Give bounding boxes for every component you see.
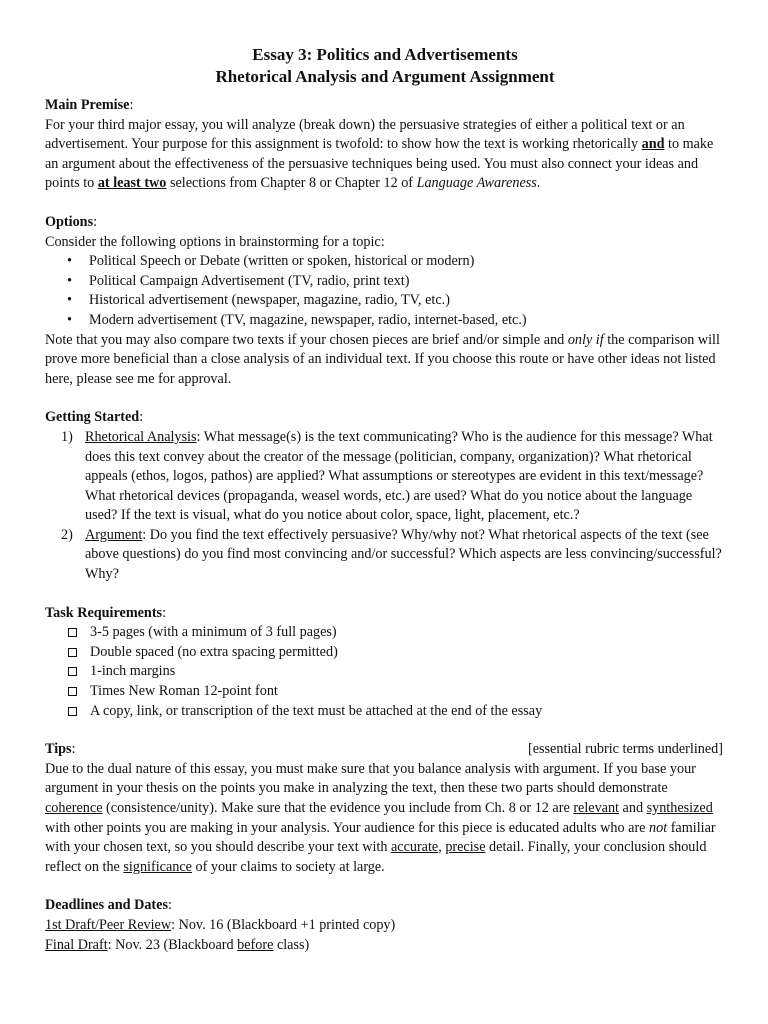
term-relevant: relevant: [573, 800, 619, 816]
task-requirements-list: [45, 623, 725, 721]
section-options: Options: Consider the following options in brainstorming for a topic: • Political Speech or Debate (written or spoken, historical or modern) • Political Campaign Advertisement (TV, radio, print text) • Historical advertisement (newspaper, magazine, radio, TV, etc.) • Modern advertisement (TV, magazine, newspaper, radio, internet-based, etc.) Note that you may also compare two texts if your chosen pieces are brief and/or simple and only if the comparison will prove more beneficial than a close analysis of an individual text. If you choose this route or have other ideas not listed here, please see me for approval.: [45, 213, 725, 389]
heading-main-premise: Main Premise: [45, 97, 130, 113]
checkbox-icon: [68, 648, 77, 657]
section-deadlines: Deadlines and Dates: 1st Draft/Peer Review: Nov. 16 (Blackboard +1 printed copy) Final Draft: Nov. 23 (Blackboard before class): [45, 896, 725, 955]
document-title: [45, 44, 725, 88]
checkbox-icon: [68, 628, 77, 637]
deadline-final-draft: Final Draft: Nov. 23 (Blackboard before class): [45, 936, 310, 953]
list-item: 1) Rhetorical Analysis: What message(s) is the text communicating? Who is the audience for this message? What does this text convey about the creator of the message (politician, company, organization)? What rhetorical appeals (ethos, logos, pathos) are applied? What assumptions or stereotypes are evident in this text/message? What rhetorical devices (propaganda, weasel words, etc.) are used? What do you notice about the language used? If the text is visual, what do you notice about color, space, light, placement, etc.?: [61, 428, 713, 524]
heading-task-requirements: Task Requirements: [45, 604, 163, 621]
deadline-first-draft: 1st Draft/Peer Review: Nov. 16 (Blackboard +1 printed copy): [45, 916, 396, 933]
getting-started-list: [45, 428, 725, 585]
document-body: [45, 44, 725, 955]
premise-paragraph: For your third major essay, you will analyze (break down) the persuasive strategies of either a political text or an advertisement. Your purpose for this assignment is twofold: to show how the text is working rhetorically and to make an argument about the effectiveness of the persuasive techniques being used. You must also connect your ideas and points to at least two selections from Chapter 8 or Chapter 12 of Language Awareness.: [45, 116, 714, 192]
term-significance: significance: [123, 858, 192, 875]
list-item: • Political Speech or Debate (written or spoken, historical or modern): [65, 252, 725, 272]
section-task-requirements: Task Requirements: 3-5 pages (with a minimum of 3 full pages) Double spaced (no extra spacing permitted) 1-inch margins Times New Roman 12-point font A copy, link, or transcription of the text must be attached at the end of the essay: [45, 604, 725, 722]
emphasis-and: and: [641, 136, 665, 153]
checkbox-icon: [68, 687, 77, 696]
list-item: • Modern advertisement (TV, magazine, newspaper, radio, internet-based, etc.): [65, 311, 725, 331]
title-line-1: Essay 3: Politics and Advertisements: [252, 45, 518, 64]
options-list: [45, 252, 725, 330]
heading-tips: Tips: [45, 741, 72, 758]
list-item: • Political Campaign Advertisement (TV, radio, print text): [65, 272, 725, 292]
list-item: • Historical advertisement (newspaper, magazine, radio, TV, etc.): [65, 291, 725, 311]
rubric-note: [essential rubric terms underlined]: [527, 741, 723, 758]
tips-paragraph: Due to the dual nature of this essay, you must make sure that you balance analysis with argument. If you base your argument in your thesis on the points you make in analyzing the text, then these two parts should demonstrate coherence (consistence/unity). Make sure that the evidence you include from Ch. 8 or 12 are relevant and synthesized with other points you are making in your analysis. Your audience for this piece is educated adults who are not familiar with your chosen text, so you should describe your text with accurate, precise detail. Finally, your conclusion should reflect on the significance of your claims to society at large.: [45, 760, 716, 875]
heading-getting-started: Getting Started: [45, 409, 140, 426]
checkbox-icon: [68, 707, 77, 716]
checkbox-icon: [68, 667, 77, 676]
book-title: Language Awareness: [416, 175, 537, 192]
list-item: Times New Roman 12-point font: [66, 682, 725, 702]
list-item: 1-inch margins: [66, 662, 725, 682]
options-note: Note that you may also compare two texts if your chosen pieces are brief and/or simple and only if the comparison will prove more beneficial than a close analysis of an individual text. If you choose this route or have other ideas not listed here, please see me for approval.: [45, 331, 720, 387]
title-line-2: Rhetorical Analysis and Argument Assignment: [215, 67, 555, 86]
list-item: 3-5 pages (with a minimum of 3 full pages): [66, 623, 725, 643]
term-argument: Argument: [85, 526, 143, 543]
list-item: 2) Argument: Do you find the text effectively persuasive? Why/why not? What rhetorical aspects of the text (see above questions) do you find most convincing and/or successful? Which aspects are less convincing/successful? Why?: [61, 526, 722, 583]
term-precise: precise: [445, 839, 486, 856]
term-synthesized: synthesized: [646, 800, 713, 816]
section-tips: Tips: [essential rubric terms underlined] Due to the dual nature of this essay, you must make sure that you balance analysis with argument. If you base your argument in your thesis on the points you make in analyzing the text, then these two parts should demonstrate coherence (consistence/unity). Make sure that the evidence you include from Ch. 8 or 12 are relevant and synthesized with other points you are making in your analysis. Your audience for this piece is educated adults who are not familiar with your chosen text, so you should describe your text with accurate, precise detail. Finally, your conclusion should reflect on the significance of your claims to society at large.: [45, 740, 725, 877]
options-intro: Consider the following options in brainstorming for a topic:: [45, 233, 385, 250]
section-getting-started: Getting Started: 1) Rhetorical Analysis: What message(s) is the text communicating? Who is the audience for this message? What does this text convey about the creator of the message (politician, company, organization)? What rhetorical appeals (ethos, logos, pathos) are applied? What assumptions or stereotypes are evident in this text/message? What rhetorical devices (propaganda, weasel words, etc.) are used? What do you notice about the language used? If the text is visual, what do you notice about color, space, light, placement, etc.? 2) Argument: Do you find the text effectively persuasive? Why/why not? What rhetorical aspects of the text (see above questions) do you find most convincing and/or successful? Which aspects are less convincing/successful? Why?: [45, 408, 725, 584]
list-item: Double spaced (no extra spacing permitted): [66, 643, 725, 663]
heading-options: Options: [45, 213, 94, 230]
term-accurate: accurate: [390, 839, 439, 856]
term-rhetorical-analysis: Rhetorical Analysis: [85, 428, 197, 445]
emphasis-at-least-two: at least two: [97, 175, 167, 192]
list-item: A copy, link, or transcription of the text must be attached at the end of the essay: [66, 702, 725, 722]
heading-deadlines: Deadlines and Dates: [45, 897, 168, 914]
section-main-premise: Main Premise: For your third major essay, you will analyze (break down) the persuasive strategies of either a political text or an advertisement. Your purpose for this assignment is twofold: to show how the text is working rhetorically and to make an argument about the effectiveness of the persuasive techniques being used. You must also connect your ideas and points to at least two selections from Chapter 8 or Chapter 12 of Language Awareness.: [45, 96, 725, 194]
term-coherence: coherence: [45, 800, 103, 816]
